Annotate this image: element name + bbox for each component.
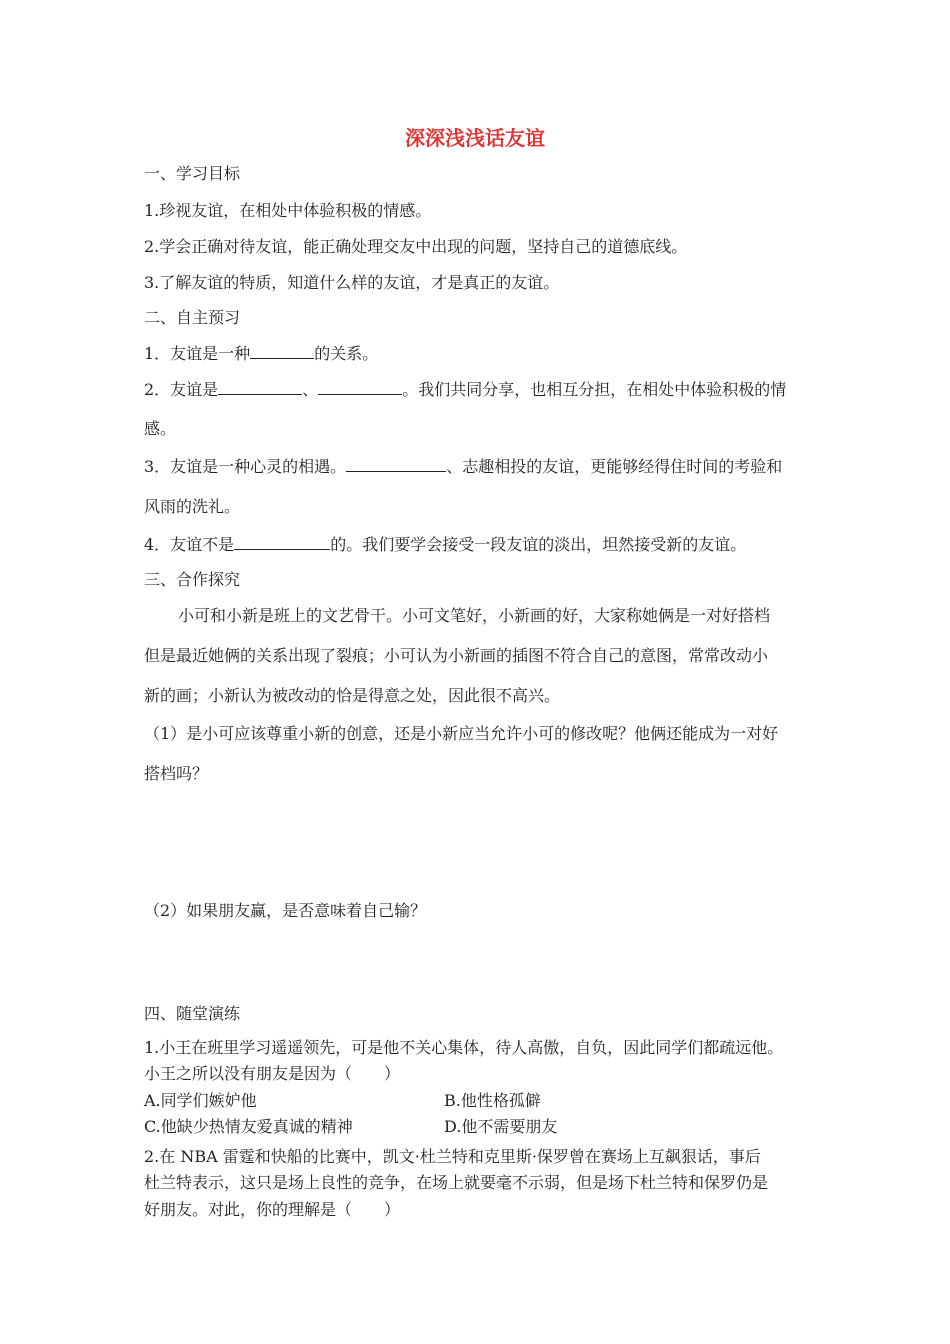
practice-question-1: 1.小王在班里学习遥遥领先，可是他不关心集体，待人高傲，自负，因此同学们都疏远他。 xyxy=(144,1038,784,1057)
choice-a: A.同学们嫉妒他 xyxy=(144,1091,257,1110)
page-title: 深深浅浅话友谊 xyxy=(405,126,545,150)
goal-item-2: 2.学会正确对待友谊，能正确处理交友中出现的问题，坚持自己的道德底线。 xyxy=(144,237,688,256)
discussion-question-2: （2）如果朋友赢，是否意味着自己输？ xyxy=(144,901,427,920)
practice-question-2-line-2: 杜兰特表示，这只是场上良性的竞争，在场上就要毫不示弱，但是场下杜兰特和保罗仍是 xyxy=(144,1173,769,1192)
preview-q3-text-b: 、志趣相投的友谊，更能够经得住时间的考验和 xyxy=(446,457,783,476)
preview-q3-continuation: 风雨的洗礼。 xyxy=(144,497,241,516)
fill-blank[interactable] xyxy=(234,535,330,550)
preview-q2-text-a: 2．友谊是 xyxy=(144,380,219,399)
case-paragraph-line-1: 小可和小新是班上的文艺骨干。小可文笔好，小新画的好，大家称她俩是一对好搭档 xyxy=(178,606,771,625)
preview-question-4 xyxy=(144,535,746,555)
preview-q1-text-b: 的关系。 xyxy=(314,344,379,363)
preview-q4-text-b: 的。我们要学会接受一段友谊的淡出，坦然接受新的友谊。 xyxy=(330,535,747,554)
practice-question-1-continuation: 小王之所以没有朋友是因为（ ） xyxy=(144,1064,401,1083)
goal-item-3: 3.了解友谊的特质，知道什么样的友谊，才是真正的友谊。 xyxy=(144,273,560,292)
preview-q1-text-a: 1．友谊是一种 xyxy=(144,344,251,363)
fill-blank[interactable] xyxy=(318,380,402,395)
choice-c: C.他缺少热情友爱真诚的精神 xyxy=(144,1117,353,1136)
choice-d: D.他不需要朋友 xyxy=(444,1117,558,1136)
preview-question-1 xyxy=(144,344,378,364)
section-heading-cooperation: 三、合作探究 xyxy=(144,570,241,589)
practice-question-2: 2.在 NBA 雷霆和快船的比赛中，凯文·杜兰特和克里斯·保罗曾在赛场上互飙狠话，事后 xyxy=(144,1147,761,1166)
preview-q2-sep: 、 xyxy=(302,380,319,399)
goal-item-1: 1.珍视友谊，在相处中体验积极的情感。 xyxy=(144,201,432,220)
practice-question-2-line-3: 好朋友。对此，你的理解是（ ） xyxy=(144,1200,401,1219)
fill-blank[interactable] xyxy=(250,344,314,359)
preview-q2-text-b: 。我们共同分享，也相互分担，在相处中体验积极的情 xyxy=(402,380,787,399)
discussion-question-1: （1）是小可应该尊重小新的创意，还是小新应当允许小可的修改呢？他俩还能成为一对好 xyxy=(144,724,779,743)
section-heading-goals: 一、学习目标 xyxy=(144,164,241,183)
preview-question-2 xyxy=(144,380,786,400)
preview-q2-continuation: 感。 xyxy=(144,419,177,438)
fill-blank[interactable] xyxy=(218,380,302,395)
discussion-question-1-continuation: 搭档吗？ xyxy=(144,764,209,783)
preview-question-3 xyxy=(144,457,782,477)
case-paragraph-line-2: 但是最近她俩的关系出现了裂痕；小可认为小新画的插图不符合自己的意图，常常改动小 xyxy=(144,646,769,665)
section-heading-preview: 二、自主预习 xyxy=(144,308,241,327)
preview-q3-text-a: 3．友谊是一种心灵的相遇。 xyxy=(144,457,347,476)
preview-q4-text-a: 4．友谊不是 xyxy=(144,535,235,554)
section-heading-practice: 四、随堂演练 xyxy=(144,1004,241,1023)
choice-b: B.他性格孤僻 xyxy=(444,1091,541,1110)
case-paragraph-line-3: 新的画；小新认为被改动的恰是得意之处，因此很不高兴。 xyxy=(144,686,561,705)
fill-blank[interactable] xyxy=(346,457,446,472)
